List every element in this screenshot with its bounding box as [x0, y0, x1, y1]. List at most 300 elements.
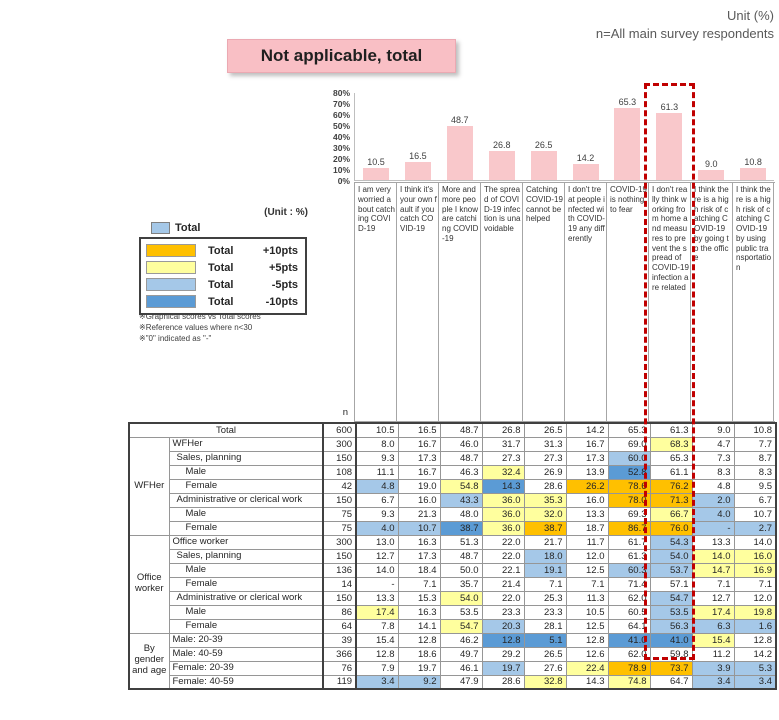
table-cell: 60.3 [608, 563, 650, 577]
table-cell: 16.5 [398, 423, 440, 437]
table-cell: 9.5 [734, 479, 776, 493]
table-cell: 18.0 [524, 549, 566, 563]
table-cell: 26.9 [524, 465, 566, 479]
chart-y-axis [302, 88, 350, 188]
bar [740, 168, 766, 180]
table-row-label: Male [169, 507, 323, 521]
table-cell: 23.3 [524, 605, 566, 619]
table-cell: 23.3 [482, 605, 524, 619]
table-cell: 13.3 [566, 507, 608, 521]
table-cell: 29.2 [482, 647, 524, 661]
table-cell: 4.0 [692, 507, 734, 521]
table-cell: 41.0 [650, 633, 692, 647]
table-cell: 7.1 [692, 577, 734, 591]
table-cell: 41.0 [608, 633, 650, 647]
table-cell: 12.8 [482, 633, 524, 647]
bar-value-label: 61.3 [660, 101, 679, 112]
table-cell: 64.1 [608, 619, 650, 633]
table-row-label: Sales, planning [169, 451, 323, 465]
legend-row [146, 293, 298, 310]
table-cell: 15.3 [398, 591, 440, 605]
table-cell: 12.8 [566, 633, 608, 647]
table-cell: 3.9 [692, 661, 734, 675]
table-row-label: Female: 20-39 [169, 661, 323, 675]
table-row-label: Female [169, 619, 323, 633]
table-row [129, 521, 776, 535]
table-cell: 21.3 [398, 507, 440, 521]
table-n-cell: 600 [323, 423, 356, 437]
table-cell: 31.3 [524, 437, 566, 451]
table-cell: 71.3 [650, 493, 692, 507]
category-label: More and more people I know are catching COVID-19 [438, 183, 480, 421]
table-cell: 21.4 [482, 577, 524, 591]
table-cell: 54.7 [440, 619, 482, 633]
table-row-label: Male [169, 465, 323, 479]
table-cell: 78.0 [608, 493, 650, 507]
table-cell: 26.8 [482, 423, 524, 437]
total-series-swatch [151, 222, 170, 234]
table-cell: 16.0 [566, 493, 608, 507]
table-n-cell: 300 [323, 535, 356, 549]
bar-column [648, 93, 690, 180]
y-tick-label: 40% [332, 132, 350, 142]
table-cell: 4.8 [692, 479, 734, 493]
table-cell: 66.7 [650, 507, 692, 521]
table-row-label: Administrative or clerical work [169, 591, 323, 605]
table-row-label: Office worker [169, 535, 323, 549]
bar-column [523, 93, 565, 180]
bar [363, 168, 389, 180]
table-group-cell: Office worker [129, 535, 169, 633]
table-row [129, 605, 776, 619]
table-cell: 57.1 [650, 577, 692, 591]
table-cell: 17.3 [398, 451, 440, 465]
table-cell: 54.0 [440, 591, 482, 605]
table-cell: 16.7 [398, 437, 440, 451]
table-cell: 36.0 [482, 521, 524, 535]
table-cell: 7.1 [734, 577, 776, 591]
table-cell: 8.0 [356, 437, 398, 451]
table-cell: 12.5 [566, 619, 608, 633]
table-cell: 26.2 [566, 479, 608, 493]
table-cell: 73.7 [650, 661, 692, 675]
table-cell: 48.0 [440, 507, 482, 521]
table-cell: 48.7 [440, 549, 482, 563]
table-cell: 78.9 [608, 661, 650, 675]
table-row [129, 451, 776, 465]
table-cell: 12.0 [734, 591, 776, 605]
score-legend-box [139, 237, 307, 315]
legend-note: ※Graphical scores vs Total scores [139, 312, 261, 321]
table-cell: 14.2 [566, 423, 608, 437]
bar [531, 151, 557, 180]
table-n-cell: 150 [323, 591, 356, 605]
table-cell: 59.8 [650, 647, 692, 661]
table-row [129, 479, 776, 493]
category-label: Catching COVID-19 cannot be helped [522, 183, 564, 421]
score-table [128, 422, 777, 690]
legend-swatch [146, 278, 196, 291]
table-cell: 46.3 [440, 465, 482, 479]
table-cell: 9.3 [356, 507, 398, 521]
table-cell: 32.4 [482, 465, 524, 479]
y-tick-label: 10% [332, 165, 350, 175]
category-label: I am very worried about catching COVID-19 [354, 183, 396, 421]
table-row [129, 619, 776, 633]
legend-swatch [146, 261, 196, 274]
table-n-cell: 366 [323, 647, 356, 661]
table-cell: 46.2 [440, 633, 482, 647]
table-cell: 7.9 [356, 661, 398, 675]
table-cell: 69.3 [608, 507, 650, 521]
bar-value-label: 10.5 [367, 157, 385, 168]
table-cell: 1.6 [734, 619, 776, 633]
bar-value-label: 16.5 [409, 150, 427, 161]
table-row [129, 437, 776, 451]
table-cell: 27.3 [524, 451, 566, 465]
category-label: I don't treat people infected with COVID-19 any differently [564, 183, 606, 421]
table-cell: 16.7 [566, 437, 608, 451]
bar [698, 170, 724, 180]
table-cell: 32.8 [524, 675, 566, 689]
table-cell: 2.0 [692, 493, 734, 507]
table-cell: 28.6 [524, 479, 566, 493]
bar-column [355, 93, 397, 180]
table-cell: 14.3 [482, 479, 524, 493]
table-n-cell: 136 [323, 563, 356, 577]
table-cell: 12.8 [356, 647, 398, 661]
table-n-cell: 42 [323, 479, 356, 493]
table-cell: 53.7 [650, 563, 692, 577]
table-cell: 12.7 [356, 549, 398, 563]
table-cell: 11.2 [692, 647, 734, 661]
legend-note: ※Reference values where n<30 [139, 322, 253, 332]
table-cell: 9.0 [692, 423, 734, 437]
table-cell: 16.7 [398, 465, 440, 479]
bar-column [732, 93, 774, 180]
table-cell: 12.7 [692, 591, 734, 605]
table-row-label: Female: 40-59 [169, 675, 323, 689]
table-cell: 17.4 [356, 605, 398, 619]
table-cell: 53.5 [440, 605, 482, 619]
table-row [129, 661, 776, 675]
y-tick-label: 70% [332, 99, 350, 109]
table-row-label: Sales, planning [169, 549, 323, 563]
table-cell: 2.7 [734, 521, 776, 535]
table-cell: 7.3 [692, 451, 734, 465]
legend-row-value: +10pts [262, 244, 298, 257]
table-cell: 12.0 [566, 549, 608, 563]
table-cell: 12.5 [566, 563, 608, 577]
table-cell: 12.8 [398, 633, 440, 647]
table-cell: 16.0 [734, 549, 776, 563]
table-n-cell: 76 [323, 661, 356, 675]
table-cell: 11.1 [356, 465, 398, 479]
table-cell: 14.0 [734, 535, 776, 549]
table-n-cell: 150 [323, 549, 356, 563]
table-cell: 48.7 [440, 451, 482, 465]
table-cell: 54.0 [650, 549, 692, 563]
table-row-label: Female [169, 521, 323, 535]
bar-column [481, 93, 523, 180]
table-cell: 19.1 [524, 563, 566, 577]
table-cell: 10.7 [398, 521, 440, 535]
legend-row-label: Total [208, 261, 234, 274]
table-cell: 51.3 [440, 535, 482, 549]
table-cell: 69.0 [608, 437, 650, 451]
table-cell: 32.0 [524, 507, 566, 521]
table-cell: 43.3 [440, 493, 482, 507]
table-cell: 27.6 [524, 661, 566, 675]
table-row-label: Male: 20-39 [169, 633, 323, 647]
table-row-label: Male [169, 605, 323, 619]
table-cell: 54.8 [440, 479, 482, 493]
table-cell: 18.6 [398, 647, 440, 661]
table-row-label: WFHer [169, 437, 323, 451]
table-cell: - [692, 521, 734, 535]
table-row [129, 675, 776, 689]
table-cell: 76.0 [650, 521, 692, 535]
table-cell: 14.3 [566, 675, 608, 689]
table-cell: 5.3 [734, 661, 776, 675]
bar-value-label: 26.8 [492, 139, 511, 150]
series-legend [151, 222, 200, 234]
table-cell: 10.5 [566, 605, 608, 619]
table-n-cell: 75 [323, 507, 356, 521]
legend-swatch [146, 244, 196, 257]
table-cell: 7.1 [524, 577, 566, 591]
y-tick-label: 20% [332, 154, 350, 164]
bar-column [439, 93, 481, 180]
table-cell: 22.0 [482, 591, 524, 605]
table-cell: 71.4 [608, 577, 650, 591]
table-cell: 36.0 [482, 507, 524, 521]
table-cell: 3.4 [356, 675, 398, 689]
table-cell: 14.1 [398, 619, 440, 633]
table-cell: 11.7 [566, 535, 608, 549]
table-cell: 14.0 [356, 563, 398, 577]
table-cell: 9.3 [356, 451, 398, 465]
table-cell: 78.6 [608, 479, 650, 493]
table-row [129, 507, 776, 521]
table-cell: 48.7 [440, 423, 482, 437]
legend-row-value: -5pts [271, 278, 298, 291]
table-cell: 46.1 [440, 661, 482, 675]
table-cell: 36.0 [482, 493, 524, 507]
table-cell: 26.5 [524, 423, 566, 437]
table-cell: 16.3 [398, 605, 440, 619]
table-cell: 4.8 [356, 479, 398, 493]
table-cell: 8.3 [734, 465, 776, 479]
n-column-header: n [342, 407, 348, 418]
table-cell: 16.0 [398, 493, 440, 507]
table-group-cell: By gender and age [129, 633, 169, 689]
table-n-cell: 150 [323, 451, 356, 465]
table-cell: 6.3 [692, 619, 734, 633]
legend-row [146, 259, 298, 276]
table-cell: 8.7 [734, 451, 776, 465]
table-n-cell: 64 [323, 619, 356, 633]
table-cell: 56.3 [650, 619, 692, 633]
legend-row [146, 242, 298, 259]
table-cell: 53.5 [650, 605, 692, 619]
title-banner [227, 39, 456, 73]
table-cell: 28.1 [524, 619, 566, 633]
bar [489, 151, 515, 180]
table-row [129, 563, 776, 577]
bar-value-label: 9.0 [704, 159, 718, 170]
table-cell: 7.8 [356, 619, 398, 633]
y-tick-label: 30% [332, 143, 350, 153]
table-cell: 22.0 [482, 549, 524, 563]
table-group-cell: WFHer [129, 437, 169, 535]
table-cell: - [356, 577, 398, 591]
y-tick-label: 50% [332, 121, 350, 131]
table-cell: 19.7 [398, 661, 440, 675]
bar-column [565, 93, 607, 180]
table-row-label: Female [169, 479, 323, 493]
table-n-cell: 14 [323, 577, 356, 591]
bar-column [606, 93, 648, 180]
table-cell: 7.1 [398, 577, 440, 591]
table-cell: 10.5 [356, 423, 398, 437]
legend-row-label: Total [208, 295, 234, 308]
table-cell: 62.0 [608, 591, 650, 605]
table-cell: 38.7 [440, 521, 482, 535]
table-cell: 16.9 [734, 563, 776, 577]
table-cell: 6.7 [356, 493, 398, 507]
category-label: The spread of COVID-19 infection is unavoidable [480, 183, 522, 421]
table-cell: 19.7 [482, 661, 524, 675]
series-legend-label: Total [175, 222, 201, 234]
table-cell: 17.3 [398, 549, 440, 563]
bar [573, 164, 599, 180]
category-label: I don't really think working from home and measures to prevent the spread of COVID-19 infection are related [648, 183, 690, 421]
table-cell: 50.0 [440, 563, 482, 577]
table-cell: 14.2 [734, 647, 776, 661]
table-cell: 16.3 [398, 535, 440, 549]
bar [656, 113, 682, 180]
table-cell: 49.7 [440, 647, 482, 661]
table-cell: 60.5 [608, 605, 650, 619]
bar [405, 162, 431, 180]
table-cell: 21.7 [524, 535, 566, 549]
table-cell: 14.7 [692, 563, 734, 577]
table-cell: 26.5 [524, 647, 566, 661]
table-cell: 17.3 [566, 451, 608, 465]
table-cell: 61.7 [608, 535, 650, 549]
table-row-label: Female [169, 577, 323, 591]
table-cell: 86.7 [608, 521, 650, 535]
table-cell: 65.3 [608, 423, 650, 437]
table-cell: 65.3 [650, 451, 692, 465]
table-cell: 76.2 [650, 479, 692, 493]
table-cell: 7.1 [566, 577, 608, 591]
table-n-cell: 119 [323, 675, 356, 689]
y-tick-label: 0% [337, 176, 350, 186]
table-cell: 9.2 [398, 675, 440, 689]
bar-chart-plot [354, 93, 774, 181]
table-cell: 6.7 [734, 493, 776, 507]
table-cell: 64.7 [650, 675, 692, 689]
table-cell: 22.1 [482, 563, 524, 577]
bar [614, 108, 640, 180]
table-n-cell: 300 [323, 437, 356, 451]
table-cell: 61.3 [650, 423, 692, 437]
legend-swatch [146, 295, 196, 308]
table-cell: 19.8 [734, 605, 776, 619]
y-tick-label: 80% [332, 88, 350, 98]
table-row-label: Male: 40-59 [169, 647, 323, 661]
table-cell: 62.0 [608, 647, 650, 661]
table-cell: 4.0 [356, 521, 398, 535]
bar-value-label: 65.3 [618, 97, 637, 108]
legend-row-label: Total [208, 278, 234, 291]
table-cell: 61.1 [650, 465, 692, 479]
table-cell: 28.6 [482, 675, 524, 689]
table-cell: 46.0 [440, 437, 482, 451]
table-cell: 18.7 [566, 521, 608, 535]
table-cell: 13.3 [692, 535, 734, 549]
table-cell: 47.9 [440, 675, 482, 689]
table-row [129, 633, 776, 647]
y-tick-label: 60% [332, 110, 350, 120]
table-cell: 12.6 [566, 647, 608, 661]
bar-value-label: 48.7 [451, 115, 469, 126]
table-cell: 38.7 [524, 521, 566, 535]
table-cell: 17.4 [692, 605, 734, 619]
table-row [129, 535, 776, 549]
table-cell: 54.3 [650, 535, 692, 549]
bar-value-label: 10.8 [744, 157, 762, 168]
table-cell: 14.0 [692, 549, 734, 563]
table-row-label: Administrative or clerical work [169, 493, 323, 507]
table-cell: 7.7 [734, 437, 776, 451]
table-cell: 3.4 [734, 675, 776, 689]
table-row [129, 549, 776, 563]
legend-notes [139, 312, 261, 344]
table-cell: 25.3 [524, 591, 566, 605]
table-n-cell: 108 [323, 465, 356, 479]
table-row [129, 591, 776, 605]
table-cell: 13.9 [566, 465, 608, 479]
table-row [129, 647, 776, 661]
table-n-cell: 39 [323, 633, 356, 647]
table-cell: 22.0 [482, 535, 524, 549]
table-cell: 8.3 [692, 465, 734, 479]
title-banner-label: Not applicable, total [260, 46, 423, 65]
sample-note: n=All main survey respondents [595, 26, 774, 41]
table-n-cell: 150 [323, 493, 356, 507]
legend-row-label: Total [208, 244, 234, 257]
chart-category-labels [354, 182, 775, 422]
legend-row-value: -10pts [265, 295, 298, 308]
table-cell: 61.3 [608, 549, 650, 563]
table-cell: 22.4 [566, 661, 608, 675]
bar-value-label: 26.5 [534, 139, 553, 150]
table-cell: 13.0 [356, 535, 398, 549]
legend-unit-label: (Unit : %) [264, 207, 308, 218]
table-row-label: Male [169, 563, 323, 577]
category-label: I think there is a high risk of catching COVID-19 by going to the office [690, 183, 732, 421]
table-row [129, 493, 776, 507]
table-cell: 19.0 [398, 479, 440, 493]
unit-note: Unit (%) [727, 8, 774, 23]
legend-note: ※"0" indicated as "-" [139, 333, 212, 343]
table-n-cell: 86 [323, 605, 356, 619]
table-cell: 4.7 [692, 437, 734, 451]
table-cell: 13.3 [356, 591, 398, 605]
